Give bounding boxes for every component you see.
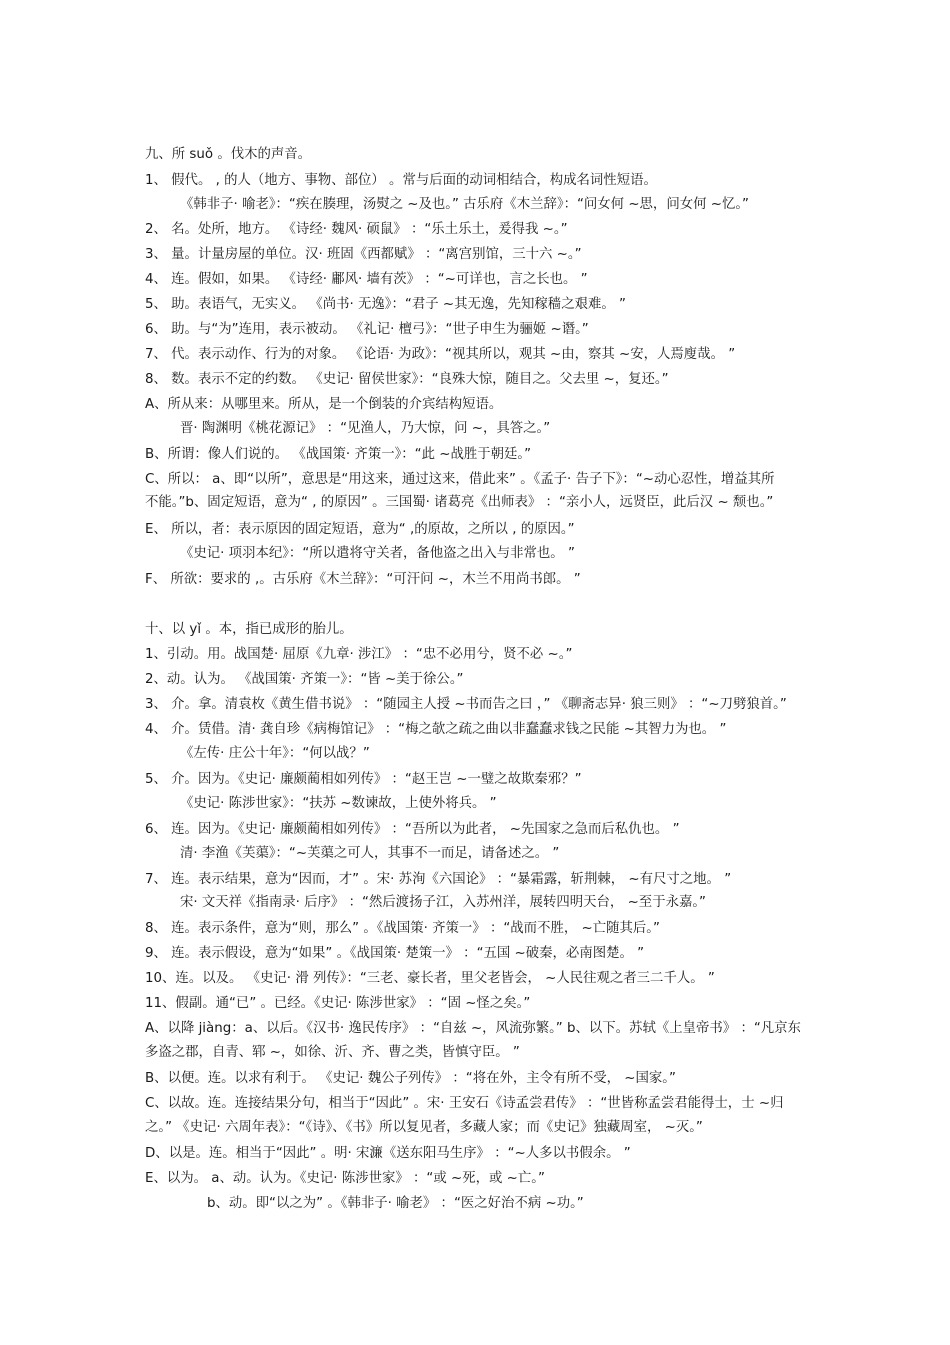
section-heading: 九、所 suǒ 。伐木的声音。 xyxy=(145,147,312,162)
entry-line: 10、连。以及。 《史记· 滑 列传》：“三老、豪长者，里父老皆会， ~人民往观之者三二千人。 ” xyxy=(145,971,715,986)
example-line: 清· 李渔《芙蕖》：“~芙蕖之可人，其事不一而足，请备述之。 ” xyxy=(180,846,560,861)
entry-line: D、以是。连。相当于“因此” 。明· 宋濂《送东阳马生序》 ：“~人多以书假余。 ” xyxy=(145,1146,631,1161)
entry-line: E、 所以，者：表示原因的固定短语，意为“ ,的原故，之所以 , 的原因。” xyxy=(145,522,575,537)
entry-line: 4、 介。赁借。清· 龚自珍《病梅馆记》 ：“梅之欹之疏之曲以非蠢蠢求钱之民能 ~其智力为也。 ” xyxy=(145,722,727,737)
entry-line: 3、 量。计量房屋的单位。汉· 班固《西都赋》 ：“离宫别馆，三十六 ~。” xyxy=(145,247,582,262)
entry-line: B、以便。连。以求有利于。 《史记· 魏公子列传》 ：“将在外，主令有所不受， ~国家。” xyxy=(145,1071,676,1086)
entry-line: 6、 连。因为。《史记· 廉颇蔺相如列传》 ：“吾所以为此者， ~先国家之急而后私仇也。 ” xyxy=(145,822,680,837)
entry-line: 2、动。认为。 《战国策· 齐策一》：“皆 ~美于徐公。” xyxy=(145,672,464,687)
entry-line: A、所从来：从哪里来。所从，是一个倒装的介宾结构短语。 xyxy=(145,397,503,412)
entry-line: B、所谓：像人们说的。 《战国策· 齐策一》：“此 ~战胜于朝廷。” xyxy=(145,447,532,462)
entry-line: 8、 连。表示条件，意为“则，那么” 。《战国策· 齐策一》 ：“战而不胜， ~亡随其后。” xyxy=(145,921,660,936)
entry-line: F、 所欲：要求的 ,。古乐府《木兰辞》：“可汗问 ~，木兰不用尚书郎。 ” xyxy=(145,572,581,587)
section-heading: 十、以 yǐ 。本，指已成形的胎儿。 xyxy=(145,622,353,637)
entry-line: C、所以： a、即“以所”，意思是“用这来，通过这来，借此来” 。《孟子· 告子下》：“~动心忍性，增益其所 xyxy=(145,472,775,487)
entry-line-continued: 不能。”b、固定短语，意为“ , 的原因” 。三国蜀· 诸葛亮《出师表》 ：“亲小人，远贤臣，此后汉 ~ 颓也。” xyxy=(145,495,774,510)
entry-line: A、以降 jiàng：a、以后。《汉书· 逸民传序》 ：“自兹 ~，风流弥繁。” b、以下。苏轼《上皇帝书》 ：“凡京东 xyxy=(145,1021,801,1036)
example-line: 《史记· 项羽本纪》：“所以遣将守关者，备他盗之出入与非常也。 ” xyxy=(180,546,575,561)
example-line: 宋· 文天祥《指南录· 后序》 ：“然后渡扬子江，入苏州洋，展转四明天台， ~至于永嘉。” xyxy=(180,895,706,910)
entry-line: 6、 助。与“为”连用，表示被动。 《礼记· 檀弓》：“世子申生为骊姬 ~谮。” xyxy=(145,322,589,337)
entry-line: 7、 连。表示结果，意为“因而，才” 。宋· 苏洵《六国论》 ：“暴霜露，斩荆棘， ~有尺寸之地。 ” xyxy=(145,872,732,887)
entry-line: 3、 介。拿。清袁枚《黄生借书说》 ：“随园主人授 ~书而告之曰 ，” 《聊斋志异· 狼三则》 ：“~刀劈狼首。” xyxy=(145,697,787,712)
entry-line: 1、引动。用。战国楚· 屈原《九章· 涉江》 ：“忠不必用兮，贤不必 ~。” xyxy=(145,647,573,662)
entry-line: 7、 代。表示动作、行为的对象。 《论语· 为政》：“视其所以，观其 ~由，察其 ~安，人焉廋哉。 ” xyxy=(145,347,736,362)
entry-line: 5、 介。因为。《史记· 廉颇蔺相如列传》 ：“赵王岂 ~一璧之故欺秦邪？” xyxy=(145,772,582,787)
entry-line-continued: 多盗之郡，自青、郓 ~，如徐、沂、齐、曹之类，皆慎守臣。 ” xyxy=(145,1045,520,1060)
entry-line: E、以为。 a、动。认为。《史记· 陈涉世家》 ：“或 ~死，或 ~亡。” xyxy=(145,1171,545,1186)
entry-line: 9、 连。表示假设，意为“如果” 。《战国策· 楚策一》 ：“五国 ~破秦，必南图楚。 ” xyxy=(145,946,645,961)
entry-line-continued: 之。” 《史记· 六周年表》：“《诗》、《书》所以复见者，多藏人家；而《史记》独藏周室， ~灭。” xyxy=(145,1120,703,1135)
entry-line: 4、 连。假如，如果。 《诗经· 鄘风· 墙有茨》 ：“~可详也，言之长也。 ” xyxy=(145,272,588,287)
entry-line: C、以故。连。连接结果分句，相当于“因此” 。宋· 王安石《诗孟尝君传》 ：“世皆称孟尝君能得士，士 ~归 xyxy=(145,1096,784,1111)
example-line: 《史记· 陈涉世家》：“扶苏 ~数谏故，上使外将兵。 ” xyxy=(180,796,497,811)
example-line: 《韩非子· 喻老》：“疾在腠理，汤熨之 ~及也。” 古乐府《木兰辞》：“问女何 ~思，问女何 ~忆。” xyxy=(180,197,749,212)
example-line: 《左传· 庄公十年》：“何以战？” xyxy=(180,746,370,761)
example-line: 晋· 陶渊明《桃花源记》 ：“见渔人，乃大惊，问 ~，具答之。” xyxy=(180,421,551,436)
entry-line: 2、 名。处所，地方。 《诗经· 魏风· 硕鼠》 ：“乐土乐土，爰得我 ~。” xyxy=(145,222,568,237)
entry-line: 11、假副。通“已” 。已经。《史记· 陈涉世家》 ：“固 ~怪之矣。” xyxy=(145,996,531,1011)
entry-line: 8、 数。表示不定的约数。 《史记· 留侯世家》：“良殊大惊，随目之。父去里 ~，复还。” xyxy=(145,372,669,387)
entry-line: 5、 助。表语气，无实义。 《尚书· 无逸》：“君子 ~其无逸，先知稼穑之艰难。 ” xyxy=(145,297,626,312)
entry-line: 1、 假代。 , 的人（地方、事物、部位） 。常与后面的动词相结合，构成名词性短语。 xyxy=(145,173,657,188)
example-line: b、动。即“以之为” 。《韩非子· 喻老》 ：“医之好治不病 ~功。” xyxy=(207,1196,584,1211)
